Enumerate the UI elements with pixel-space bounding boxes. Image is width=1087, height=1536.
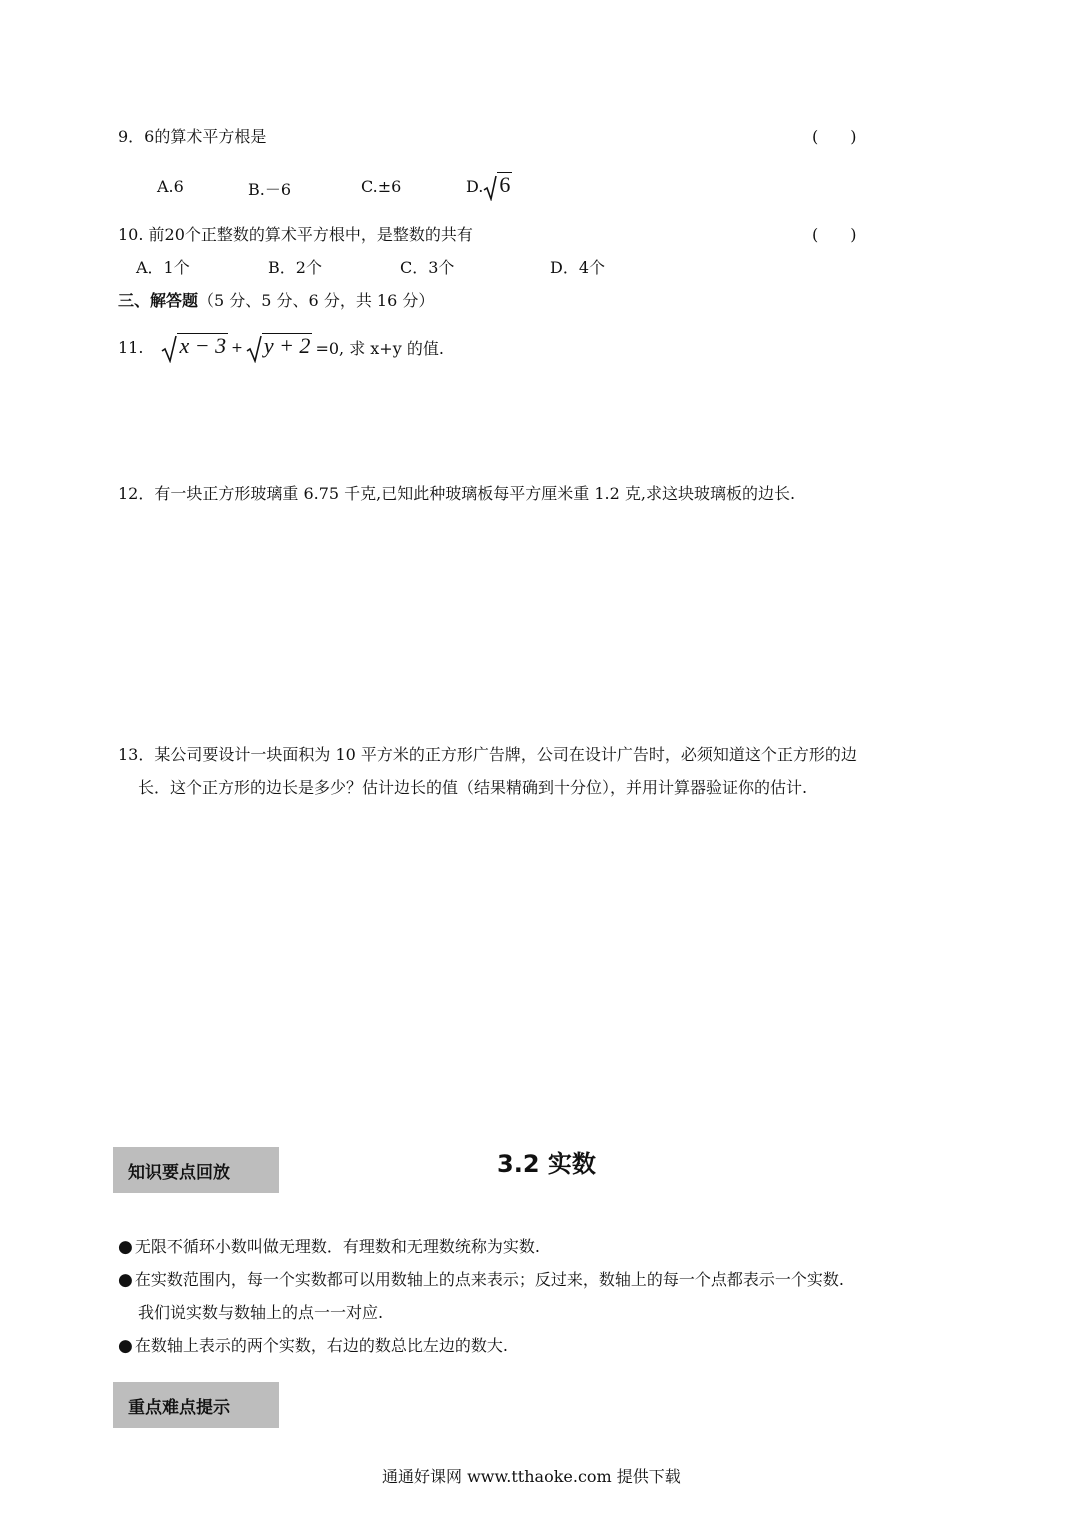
- question-9-option-c: C.±6: [361, 177, 402, 196]
- question-10-answer-paren: ( ): [812, 225, 857, 244]
- plus-sign: +: [231, 339, 243, 356]
- knowledge-point-1: ● 无限不循环小数叫做无理数．有理数和无理数统称为实数.: [118, 1237, 540, 1257]
- question-12: 12．有一块正方形玻璃重 6.75 千克,已知此种玻璃板每平方厘米重 1.2 克,求这块玻璃板的边长.: [118, 484, 796, 503]
- knowledge-review-label: 知识要点回放: [128, 1162, 230, 1183]
- question-13-line-2: 长．这个正方形的边长是多少？估计边长的值（结果精确到十分位），并用计算器验证你的估计.: [138, 778, 808, 797]
- sqrt-y-plus-2: y + 2: [246, 333, 313, 363]
- radical-sign-icon: [246, 335, 262, 363]
- question-9-option-a: A.6: [157, 177, 184, 196]
- option-d-label: D.: [466, 176, 484, 196]
- question-9-option-b: B.－6: [248, 180, 292, 199]
- question-11: [118, 333, 444, 363]
- bullet-icon: ●: [118, 1237, 133, 1257]
- section-title: 三、解答题: [118, 291, 199, 310]
- bullet-icon: ●: [118, 1336, 133, 1356]
- question-10-option-a: A．1个: [136, 258, 190, 277]
- question-10-option-b: B．2个: [268, 258, 322, 277]
- radical-sign-icon: [161, 335, 177, 363]
- question-13-line-1: 13．某公司要设计一块面积为 10 平方米的正方形广告牌，公司在设计广告时，必须知道这个正方形的边: [118, 745, 857, 764]
- radical-sign-icon: [483, 175, 497, 201]
- key-difficulties-label: 重点难点提示: [128, 1397, 230, 1418]
- question-9-option-d: [466, 172, 512, 201]
- question-11-tail: =0, 求 x+y 的值.: [315, 339, 444, 359]
- question-10-option-d: D．4个: [550, 258, 606, 277]
- knowledge-point-2: ● 在实数范围内，每一个实数都可以用数轴上的点来表示；反过来，数轴上的每一个点都表示一个实数.: [118, 1270, 844, 1290]
- footer-download-note: 通通好课网 www.tthaoke.com 提供下载: [382, 1467, 681, 1486]
- section-3-2-title: 3.2 实数: [497, 1150, 596, 1178]
- knowledge-point-2-continued: 我们说实数与数轴上的点一一对应.: [138, 1303, 384, 1322]
- section-score-note: （5 分、5 分、6 分，共 16 分）: [198, 291, 435, 310]
- question-10-stem: 10. 前20个正整数的算术平方根中，是整数的共有: [118, 225, 473, 244]
- key-difficulties-box: [113, 1382, 279, 1428]
- knowledge-point-3: ● 在数轴上表示的两个实数，右边的数总比左边的数大.: [118, 1336, 508, 1356]
- question-10-option-c: C．3个: [400, 258, 455, 277]
- question-9-stem: 9．6的算术平方根是: [118, 127, 267, 146]
- bullet-icon: ●: [118, 1270, 133, 1290]
- question-11-number: 11.: [118, 338, 144, 358]
- section-heading: [118, 288, 434, 311]
- question-9-answer-paren: ( ): [812, 127, 857, 146]
- knowledge-review-box: [113, 1147, 279, 1193]
- sqrt-six: 6: [483, 172, 512, 201]
- sqrt-x-minus-3: x − 3: [161, 333, 228, 363]
